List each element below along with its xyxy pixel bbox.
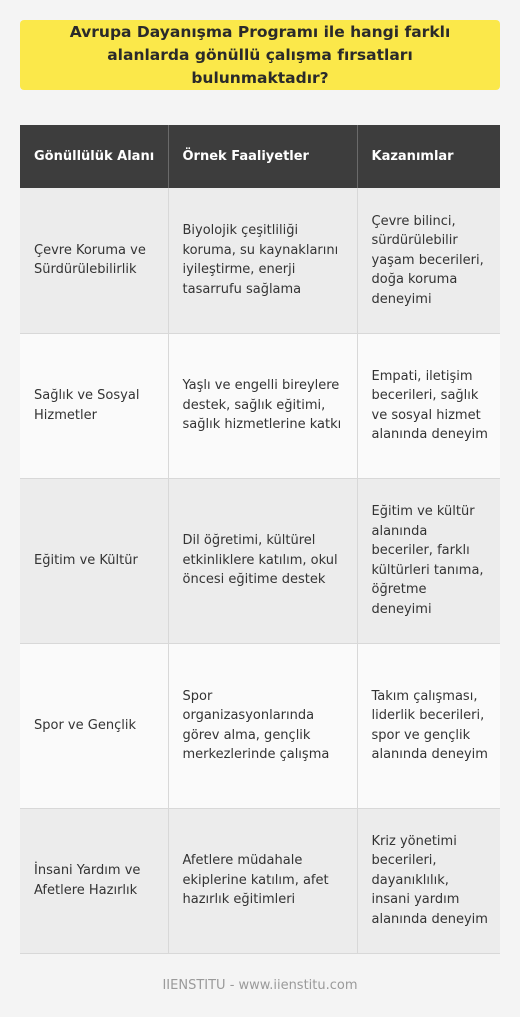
- cell-area: İnsani Yardım ve Afetlere Hazırlık: [20, 808, 168, 953]
- table-header-row: [20, 125, 500, 188]
- header-area: Gönüllülük Alanı: [20, 125, 168, 188]
- cell-gains: Eğitim ve kültür alanında beceriler, farklı kültürleri tanıma, öğretme deneyimi: [357, 478, 500, 643]
- table-row: [20, 333, 500, 478]
- cell-area: Çevre Koruma ve Sürdürülebilirlik: [20, 188, 168, 333]
- cell-gains: Çevre bilinci, sürdürülebilir yaşam becerileri, doğa koruma deneyimi: [357, 188, 500, 333]
- cell-gains: Empati, iletişim becerileri, sağlık ve sosyal hizmet alanında deneyim: [357, 333, 500, 478]
- cell-gains: Kriz yönetimi becerileri, dayanıklılık, insani yardım alanında deneyim: [357, 808, 500, 953]
- cell-activities: Yaşlı ve engelli bireylere destek, sağlık eğitimi, sağlık hizmetlerine katkı: [168, 333, 357, 478]
- header-gains: Kazanımlar: [357, 125, 500, 188]
- footer-credit: IIENSTITU - www.iienstitu.com: [162, 978, 358, 993]
- header-activities: Örnek Faaliyetler: [168, 125, 357, 188]
- volunteer-areas-table: [20, 125, 500, 954]
- title-banner: [20, 20, 500, 90]
- cell-activities: Biyolojik çeşitliliği koruma, su kaynaklarını iyileştirme, enerji tasarrufu sağlama: [168, 188, 357, 333]
- table-row: [20, 643, 500, 808]
- cell-activities: Dil öğretimi, kültürel etkinliklere katılım, okul öncesi eğitime destek: [168, 478, 357, 643]
- table-row: [20, 188, 500, 333]
- cell-activities: Spor organizasyonlarında görev alma, gençlik merkezlerinde çalışma: [168, 643, 357, 808]
- table-row: [20, 808, 500, 953]
- cell-area: Sağlık ve Sosyal Hizmetler: [20, 333, 168, 478]
- cell-area: Spor ve Gençlik: [20, 643, 168, 808]
- cell-gains: Takım çalışması, liderlik becerileri, spor ve gençlik alanında deneyim: [357, 643, 500, 808]
- cell-activities: Afetlere müdahale ekiplerine katılım, afet hazırlık eğitimleri: [168, 808, 357, 953]
- page-title: Avrupa Dayanışma Programı ile hangi farklı alanlarda gönüllü çalışma fırsatları bulunmaktadır?: [69, 22, 451, 87]
- table-row: [20, 478, 500, 643]
- cell-area: Eğitim ve Kültür: [20, 478, 168, 643]
